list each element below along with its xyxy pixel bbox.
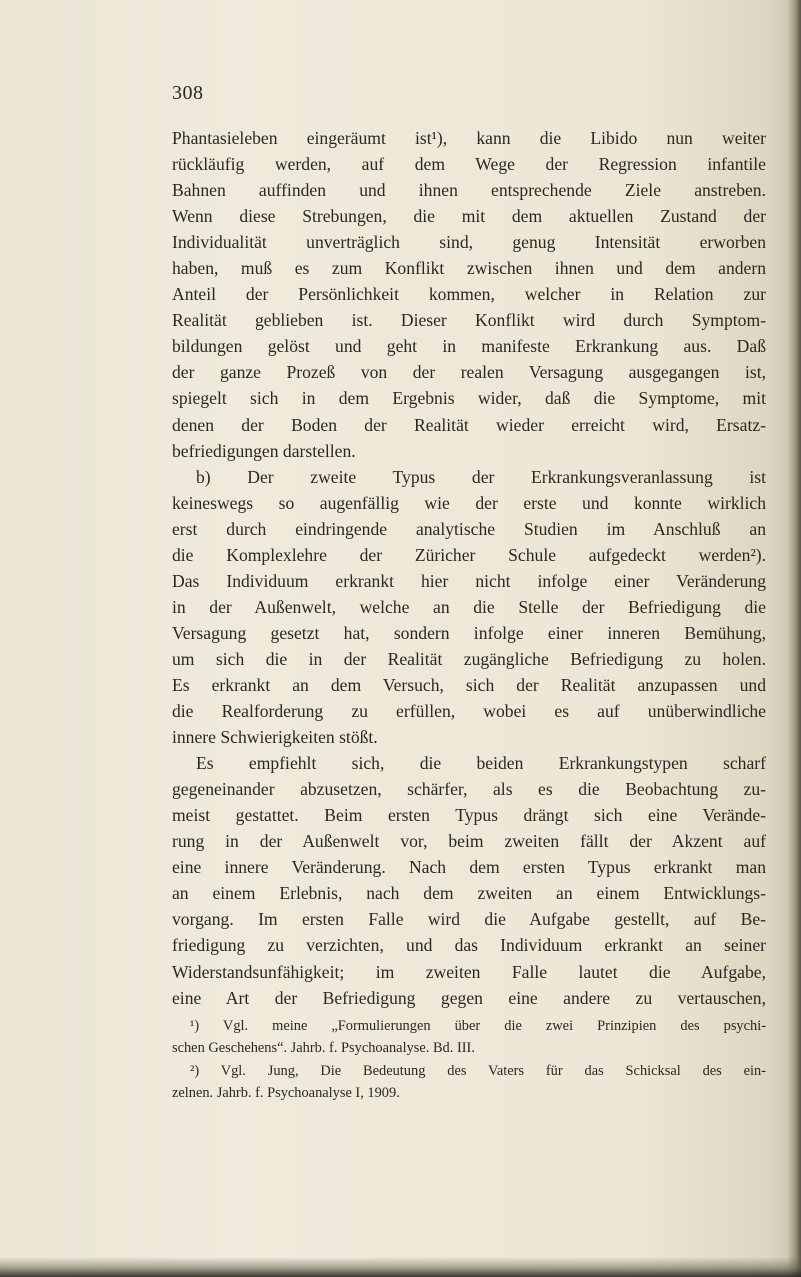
text-line: Anteil der Persönlichkeit kommen, welcher in Relation zur bbox=[172, 284, 766, 305]
text-line: eine innere Veränderung. Nach dem ersten Typus erkrankt man bbox=[172, 857, 766, 878]
text-line: vorgang. Im ersten Falle wird die Aufgabe gestellt, auf Be- bbox=[172, 909, 766, 930]
text-line: die Realforderung zu erfüllen, wobei es auf unüberwindliche bbox=[172, 701, 766, 722]
text-line: Individualität unverträglich sind, genug Intensität erworben bbox=[172, 232, 766, 253]
text-line: der ganze Prozeß von der realen Versagung ausgegangen ist, bbox=[172, 362, 766, 383]
text-line: erst durch eindringende analytische Studien im Anschluß an bbox=[172, 518, 766, 539]
text-line: rückläufig werden, auf dem Wege der Regression infantile bbox=[172, 154, 766, 175]
footnote-line: schen Geschehens“. Jahrb. f. Psychoanalyse. Bd. III. bbox=[172, 1040, 475, 1057]
text-line: in der Außenwelt, welche an die Stelle der Befriedigung die bbox=[172, 596, 766, 617]
text-line: meist gestattet. Beim ersten Typus drängt sich eine Verände- bbox=[172, 805, 766, 826]
text-line: Es empfiehlt sich, die beiden Erkrankungstypen scharf bbox=[196, 753, 766, 774]
text-line: Realität geblieben ist. Dieser Konflikt wird durch Symptom- bbox=[172, 310, 766, 331]
text-line: um sich die in der Realität zugängliche Befriedigung zu holen. bbox=[172, 648, 766, 669]
text-line: b) Der zweite Typus der Erkrankungsveranlassung ist bbox=[196, 466, 766, 487]
text-line: Widerstandsunfähigkeit; im zweiten Falle lautet die Aufgabe, bbox=[172, 961, 766, 982]
text-line: spiegelt sich in dem Ergebnis wider, daß die Symptome, mit bbox=[172, 388, 766, 409]
text-line: eine Art der Befriedigung gegen eine andere zu vertauschen, bbox=[172, 987, 766, 1008]
text-line: Versagung gesetzt hat, sondern infolge einer inneren Bemühung, bbox=[172, 622, 766, 643]
footnote-line: zelnen. Jahrb. f. Psychoanalyse I, 1909. bbox=[172, 1084, 400, 1101]
text-line: an einem Erlebnis, nach dem zweiten an einem Entwicklungs- bbox=[172, 883, 766, 904]
text-line: Phantasieleben eingeräumt ist¹), kann die Libido nun weiter bbox=[172, 128, 766, 148]
footnotes bbox=[172, 1015, 766, 1104]
page-number: 308 bbox=[172, 82, 204, 104]
text-line: innere Schwierigkeiten stößt. bbox=[172, 727, 378, 748]
text-line: haben, muß es zum Konflikt zwischen ihnen und dem andern bbox=[172, 258, 766, 279]
text-line: Bahnen auffinden und ihnen entsprechende Ziele anstreben. bbox=[172, 180, 766, 201]
text-line: denen der Boden der Realität wieder erreicht wird, Ersatz- bbox=[172, 414, 766, 435]
text-line: Das Individuum erkrankt hier nicht infolge einer Veränderung bbox=[172, 570, 766, 591]
page-bottom-shadow bbox=[0, 1257, 801, 1277]
text-line: befriedigungen darstellen. bbox=[172, 440, 356, 461]
page-edge-shadow bbox=[787, 0, 801, 1277]
text-line: Wenn diese Strebungen, die mit dem aktuellen Zustand der bbox=[172, 206, 766, 227]
text-line: Es erkrankt an dem Versuch, sich der Realität anzupassen und bbox=[172, 674, 766, 695]
text-line: keineswegs so augenfällig wie der erste und konnte wirklich bbox=[172, 492, 766, 513]
text-line: die Komplexlehre der Züricher Schule aufgedeckt werden²). bbox=[172, 544, 766, 565]
text-line: friedigung zu verzichten, und das Individuum erkrankt an seiner bbox=[172, 935, 766, 956]
body-text bbox=[172, 125, 766, 1011]
footnote-line: ¹) Vgl. meine „Formulierungen über die zwei Prinzipien des psychi- bbox=[190, 1018, 766, 1034]
text-line: rung in der Außenwelt vor, beim zweiten fällt der Akzent auf bbox=[172, 831, 766, 852]
footnote-line: ²) Vgl. Jung, Die Bedeutung des Vaters für das Schicksal des ein- bbox=[190, 1062, 766, 1079]
text-line: gegeneinander abzusetzen, schärfer, als es die Beobachtung zu- bbox=[172, 779, 766, 800]
text-line: bildungen gelöst und geht in manifeste Erkrankung aus. Daß bbox=[172, 336, 766, 357]
